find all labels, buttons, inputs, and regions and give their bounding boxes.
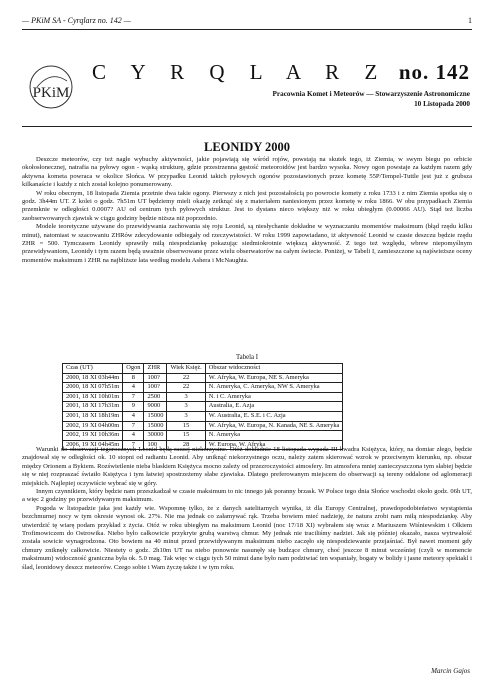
cell-trail: 4 [123,383,144,393]
col-header-zhr: ZHR [144,364,167,374]
cell-moon-age: 3 [167,411,205,421]
cell-visibility: W. Afryka, W. Europa, N. Kanada, NE S. Ameryka [205,421,343,431]
cell-moon-age: 22 [167,373,205,383]
page-number: 1 [468,16,472,25]
table-row [63,421,343,431]
cell-time: 2006, 19 XI 04h45m [63,440,123,450]
cell-trail: 9 [123,402,144,412]
masthead-title: C Y R Q L A R Z [92,60,388,84]
author-signature: Marcin Gajos [431,667,470,675]
cell-visibility: W. Afryka, W. Europa, NE S. Ameryka [205,373,343,383]
col-header-time: Czas (UT) [63,364,123,374]
cell-trail: 8 [123,373,144,383]
cell-moon-age: 22 [167,383,205,393]
running-header-title: — PKiM SA - Cyrqlarz no. 142 — [22,16,131,25]
masthead-subtitle [273,90,470,109]
col-header-moon-age: Wiek Księż. [167,364,205,374]
cell-trail: 4 [123,431,144,441]
cell-visibility: W. Europa, W. Afryka [205,440,343,450]
col-header-trail: Ogon [123,364,144,374]
cell-visibility: N. Ameryka [205,431,343,441]
cell-visibility: Australia, E. Azja [205,402,343,412]
article-body-top [22,156,472,265]
cell-trail: 7 [123,392,144,402]
cell-zhr: 100 [144,440,167,450]
table-caption: Tabela I [236,354,258,361]
cell-trail: 7 [123,421,144,431]
article-body-bottom [22,446,472,572]
cell-zhr: 15000 [144,421,167,431]
cell-moon-age: 15 [167,421,205,431]
table-row [63,402,343,412]
cell-time: 2000, 18 XI 07h51m [63,383,123,393]
cell-zhr: 9000 [144,402,167,412]
cell-time: 2002, 19 XI 04h00m [63,421,123,431]
cell-visibility: N. i C. Ameryka [205,392,343,402]
paragraph: Deszcze meteorów, czy też nagłe wybuchy aktywności, jakie pojawiają się wśród rojów, powstają na skutek tego, iż Ziemia, w swym biegu po orbicie okołosłonecznej, natrafia na pyłowy ogon - wąską strukturę, gdzie przestrzenna gęstość meteoroidów jest bardzo wysoka. Nowy ogon powstaje za każdym razem gdy aktywna kometa powraca w okolice Słońca. W przypadku Leonid takich pyłowych ogonów pozostawionych przez kometę 55P/Tempel-Tuttle jest już z grubsza kilkanaście i każdy z nich został kolejno ponumerowany. [22,156,472,189]
cell-trail: 4 [123,411,144,421]
table-header-row [63,364,343,374]
cell-visibility: W. Australia, E. S.E. i C. Azja [205,411,343,421]
table-row [63,373,343,383]
cell-visibility: N. Ameryka, C. Ameryka, NW S. Ameryka [205,383,343,393]
cell-time: 2002, 19 XI 10h36m [63,431,123,441]
table-row [63,411,343,421]
leonid-forecast-table [62,363,343,450]
paragraph: Pogoda w listopadzie jaka jest każdy wie. Wspomnę tylko, że z danych satelitarnych wynika, iż dla Europy Centralnej, prawdopodobieństwo wystąpienia bezchmurnej nocy w tym okresie wynosi ok. 27%. Nie ma jednak co załamywać rąk. Trzeba bowiem mieć nadzieję, że natura zrobi nam miłą niespodziankę. Aby utwierdzić tę wiarę podam przykład z życia. Otóż w roku ubiegłym na maksimum Leonid (noc 17/18 XI) wybrałem się wraz z Mariuszem Wiśniewskim i Olkiem Trofimowiczem do Ostrowika. Niebo było całkowicie przykryte grubą warstwą chmur. My jednak nie traciliśmy nadziei. Jak się później okazało, nasza wytrwałość została sowicie wynagrodzona. Oto bowiem na 40 minut przed przewidywanym maksimum niebo zaczęło się niespodziewanie przejaśniać. Był nawet moment gdy chmury zniknęły całkowicie. Niestety o godz. 2h10m UT na niebo ponownie nasunęły się budzące chmury, choć jeszcze 8 minut wcześniej (czyli w momencie maksimum) widoczność graniczna była ok. 5.0 mag. Tak więc w ciągu tych 50 minut dane było nam podziwiać ten wspaniały, bogaty w bolidy i jasne meteory spektakl i ślad, leonidowy deszcz meteorów. Czego sobie i Wam życzę także i w tym roku. [22,504,472,571]
issue-number: no. 142 [398,60,470,84]
header-rule [22,29,472,30]
cell-moon-age: 15 [167,431,205,441]
masthead-rule [22,126,472,127]
publisher-line: Pracownia Komet i Meteorów — Stowarzyszenie Astronomiczne [272,90,470,98]
col-header-visibility: Obszar widoczności [205,364,343,374]
cell-time: 2001, 18 XI 17h31m [63,402,123,412]
cell-zhr: 2500 [144,392,167,402]
paragraph: Modele teoretyczne używane do przewidywania zachowania się roju Leonid, są niesłychanie dokładne w wyznaczaniu momentów maksimum (błąd rzędu kilku minut), natomiast w szacowaniu ZHRów zdecydowanie odbiegały od rzeczywistości. W roku 1999 zapowiadano, iż aktywność Leonid w czasie deszczu będzie rzędu ZHR = 500. Tymczasem Leonidy sprawiły miłą niespodziankę pokazując siedmiokrotnie większą aktywność. Z tego też względu, wbrew niepomyślnym przewidywaniom, Leonidy i tym razem będą uważnie obserwowane przez wielu obserwatorów na całym świecie. Poniżej, w Tabeli I, zamieszczone są najświeższe oceny momentów maksimum i ZHR na najbliższe lata według modelu Ashera i McNaughta. [22,223,472,264]
cell-moon-age: 28 [167,440,205,450]
table-row [63,383,343,393]
cell-trail: 7 [123,440,144,450]
paragraph: W roku obecnym, 18 listopada Ziemia przetnie dwa takie ogony. Pierwszy z nich jest pozostałością po powrocie komety z roku 1733 i z nim Ziemia spotka się o godz. 3h44m UT. Z kolei o godz. 7h51m UT będziemy mieli okazję zetknąć się z materiałem naniesionym przez kometę w roku 1866. W obu przypadkach Ziemia przemknie w odległości 0.0007? AU od centrum tych pyłowych struktur. Jest to dystans nieco większy niż w roku ubiegłym (0.00066 AU). Stąd też liczba zaobserwowanych zjawisk w ciągu godziny będzie niższa niż poprzednio. [22,189,472,222]
running-header [22,16,472,25]
cell-zhr: 100? [144,373,167,383]
cell-time: 2001, 18 XI 10h01m [63,392,123,402]
cell-moon-age: 3 [167,402,205,412]
cell-zhr: 30000 [144,431,167,441]
table-row [63,431,343,441]
cell-time: 2000, 18 XI 03h44m [63,373,123,383]
paragraph: Innym czynnikiem, który będzie nam przeszkadzał w czasie maksimum to nic innego jak poranny brzask. W Polsce tego dnia Słońce wschodzi około godz. 06h UT, a więc 2 godziny po przewidywanym maksimum. [22,488,472,504]
cell-time: 2001, 18 XI 18h19m [63,411,123,421]
paragraph: Warunki do obserwacji tegorocznych Leonid będą raczej niekorzystne. Otóż dokładnie 18 listopada wypada III kwadra Księżyca, który, na domiar złego, będzie znajdował się w odległości ok. 10 stopni od radiantu Leonid. Aby uniknąć niekorzystnego oczu, należy zatem skierować wzrok w przeciwnym kierunku, np. obszar między Orionem a Bykiem. Rozświetlenie nieba blaskiem Księżyca mocno zależy od przezroczystości atmosfery. Im atmosfera mniej zanieczyszczona tym słabiej będzie się w niej rozpraszać światło Księżyca i tym łatwiej spostrzeżemy słabe zjawiska. Dlatego preferowanym miejscem do obserwacji są tereny oddalone od aglomeracji miejskich. Najlepiej oczywiście wybrać się w góry. [22,446,472,487]
pkim-logo [28,64,74,110]
article-title: LEONIDY 2000 [203,140,290,154]
table-row [63,392,343,402]
cell-zhr: 15000 [144,411,167,421]
cell-zhr: 100? [144,383,167,393]
cell-moon-age: 3 [167,392,205,402]
logo-text: PKiM [32,85,70,101]
issue-date: 10 Listopada 2000 [414,99,470,108]
